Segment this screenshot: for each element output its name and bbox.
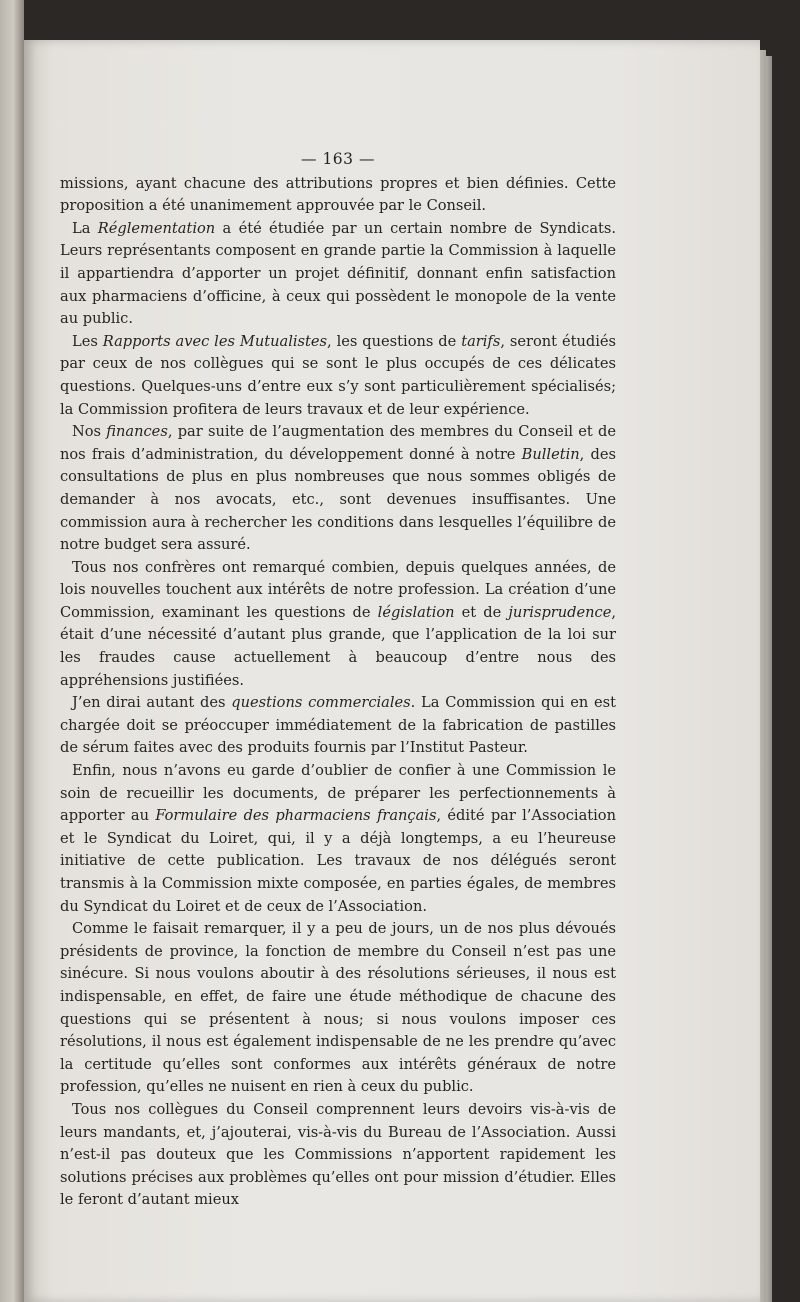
paragraph-9 <box>60 1099 616 1212</box>
paragraph-5 <box>60 557 616 693</box>
paragraph-2 <box>60 218 616 331</box>
text-run: , était d’une nécessité d’autant plus grande, que l’application de la loi sur les fraudes cause actuellement à beaucoup d’entre nous des appréhensions justifiées. <box>60 603 616 689</box>
page-number: — 163 — <box>301 150 375 168</box>
paragraph-6 <box>60 692 616 760</box>
text-run: , édité par l’Association et le Syndicat du Loiret, qui, il y a déjà longtemps, a eu l’heureuse initiative de cette publication. Les travaux de nos délégués seront transmis à la Commission mixte composée, en parties égales, de membres du Syndicat du Loiret et de ceux de l’Association. <box>60 807 616 915</box>
text-run: . La Commission qui en est chargée doit se préoccuper immédiatement de la fabrication de pastilles de sérum faites avec des produits fournis par l’Institut Pasteur. <box>60 694 616 757</box>
italic-term: Réglementation <box>97 219 216 237</box>
paragraph-8 <box>60 918 616 1099</box>
paragraph-1 <box>60 173 616 218</box>
paragraph-7 <box>60 760 616 918</box>
text-run: , les questions de <box>327 332 462 350</box>
italic-term: finances <box>106 423 168 441</box>
paragraph-4 <box>60 421 616 557</box>
text-run: La <box>72 219 98 237</box>
italic-term: tarifs <box>461 332 501 350</box>
text-run: Tous nos collègues du Conseil comprennent leurs devoirs vis-à-vis de leurs mandants, et, j’ajouterai, vis-à-vis du Bureau de l’Association. Aussi n’est-il pas douteux que les Commissions n’apportent rapidement les solutions précises aux problèmes qu’elles ont pour mission d’étudier. Elles le feront d’autant mieux <box>60 1100 616 1209</box>
paragraph-3 <box>60 331 616 421</box>
text-run: et de <box>454 603 509 621</box>
italic-term: Rapports avec les Mutualistes <box>102 332 328 350</box>
text-run: , des consultations de plus en plus nombreuses que nous sommes obligés de demander à nos avocats, etc., sont devenues insuffisantes. Une commission aura à rechercher les conditions dans lesquelles l’équilibre de notre budget sera assuré. <box>60 445 616 554</box>
italic-term: questions commerciales <box>231 694 411 712</box>
text-run: , par suite de l’augmentation des membres du Conseil et de nos frais d’administration, du développement donné à notre <box>60 423 616 463</box>
page-text <box>60 148 616 1212</box>
italic-term: jurisprudence <box>508 603 612 621</box>
italic-term: Formulaire des pharmaciens français <box>155 807 437 825</box>
italic-term: Bulletin <box>521 445 580 463</box>
text-run: J’en dirai autant des <box>72 694 232 712</box>
text-run: Tous nos confrères ont remarqué combien, depuis quelques années, de lois nouvelles touchent aux intérêts de notre profession. La création d’une Commission, examinant les questions de <box>60 558 616 621</box>
text-run: missions, ayant chacune des attributions propres et bien définies. Cette proposition a été unanimement approuvée par le Conseil. <box>60 174 616 215</box>
facing-page-edge <box>0 0 24 1302</box>
italic-term: législation <box>377 603 455 621</box>
text-run: Les <box>72 332 103 350</box>
text-run: a été étudiée par un certain nombre de Syndicats. Leurs représentants composent en grande partie la Commission à laquelle il appartiendra d’apporter un projet définitif, donnant enfin satisfaction aux pharmaciens d’officine, à ceux qui possèdent le monopole de la vente au public. <box>60 219 617 328</box>
text-run: , seront étudiés par ceux de nos collègues qui se sont le plus occupés de ces délicates questions. Quelques-uns d’entre eux s’y sont particulièrement spécialisés; la Commission profitera de leurs travaux et de leur expérience. <box>60 332 616 418</box>
text-run: Comme le faisait remarquer, il y a peu de jours, un de nos plus dévoués présidents de province, la fonction de membre du Conseil n’est pas une sinécure. Si nous voulons aboutir à des résolutions sérieuses, il nous est indispensable, en effet, de faire une étude méthodique de chacune des questions qui se présentent à nous; si nous voulons imposer ces résolutions, il nous est également indispensable de ne les prendre qu’avec la certitude qu’elles sont conformes aux intérêts généraux de notre profession, qu’elles ne nuisent en rien à ceux du public. <box>60 920 616 1096</box>
text-run: Enfin, nous n’avons eu garde d’oublier de confier à une Commission le soin de recueillir les documents, de préparer les perfectionnements à apporter au <box>60 762 616 825</box>
text-run: Nos <box>72 423 107 441</box>
